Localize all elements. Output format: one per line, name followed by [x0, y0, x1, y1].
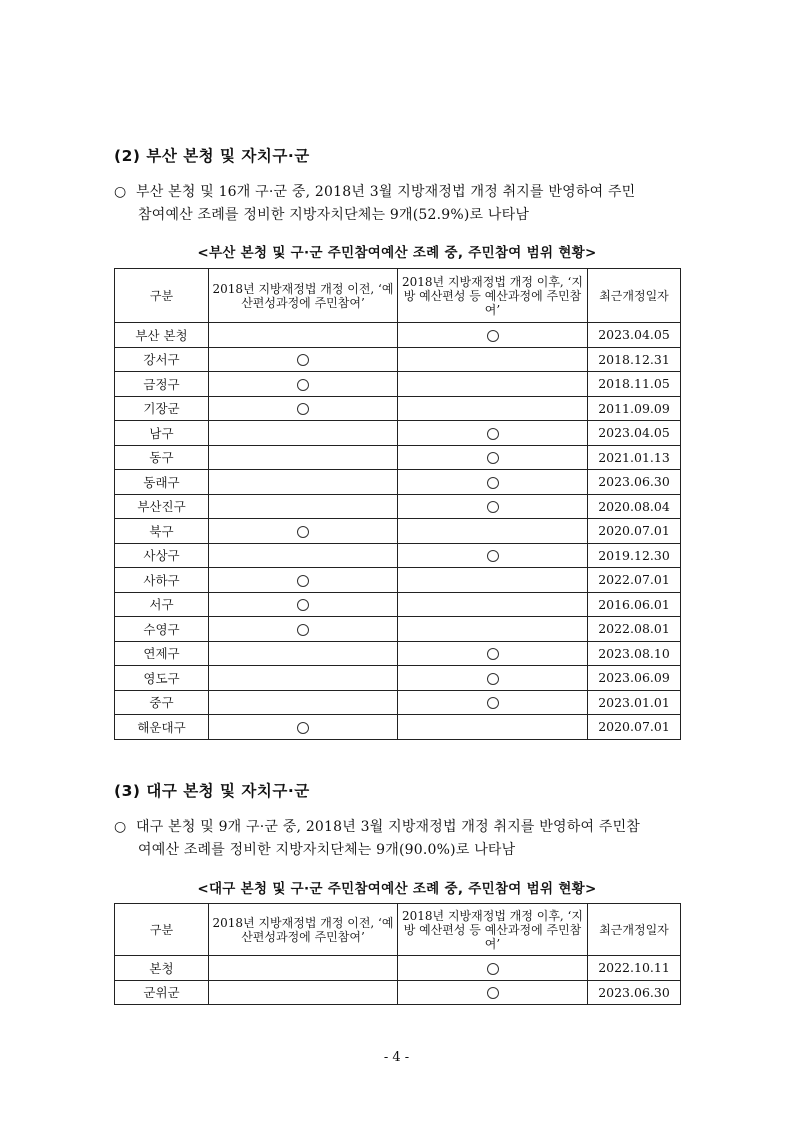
circle-mark-icon	[487, 330, 499, 342]
header-before-2018: 2018년 지방재정법 개정 이전, ‘예산편성과정에 주민참여’	[209, 904, 398, 956]
recent-revision-date-cell: 2023.06.09	[588, 666, 681, 691]
header-after-2018: 2018년 지방재정법 개정 이후, ‘지방 예산편성 등 예산과정에 주민참여’	[398, 269, 588, 323]
before-2018-cell	[209, 519, 398, 544]
section3-paragraph	[114, 816, 714, 862]
circle-mark-icon	[487, 428, 499, 440]
after-2018-cell	[398, 617, 588, 642]
circle-mark-icon	[297, 403, 309, 415]
recent-revision-date-cell: 2023.04.05	[588, 323, 681, 348]
circle-mark-icon	[487, 963, 499, 975]
row-name-cell: 부산 본청	[115, 323, 209, 348]
row-name-cell: 부산진구	[115, 494, 209, 519]
row-name-cell: 군위군	[115, 980, 209, 1005]
circle-mark-icon	[297, 575, 309, 587]
after-2018-cell	[398, 690, 588, 715]
table-row	[115, 494, 681, 519]
after-2018-cell	[398, 666, 588, 691]
recent-revision-date-cell: 2020.08.04	[588, 494, 681, 519]
circle-mark-icon	[487, 550, 499, 562]
header-category: 구분	[115, 904, 209, 956]
table-row	[115, 543, 681, 568]
after-2018-cell	[398, 347, 588, 372]
section2-table	[114, 268, 681, 740]
recent-revision-date-cell: 2019.12.30	[588, 543, 681, 568]
before-2018-cell	[209, 666, 398, 691]
recent-revision-date-cell: 2022.08.01	[588, 617, 681, 642]
after-2018-cell	[398, 421, 588, 446]
row-name-cell: 사상구	[115, 543, 209, 568]
section2-heading: (2) 부산 본청 및 자치구·군	[114, 147, 310, 165]
circle-mark-icon	[487, 673, 499, 685]
after-2018-cell	[398, 592, 588, 617]
row-name-cell: 사하구	[115, 568, 209, 593]
header-recent-revision-date: 최근개정일자	[588, 904, 681, 956]
circle-mark-icon	[297, 624, 309, 636]
before-2018-cell	[209, 494, 398, 519]
recent-revision-date-cell: 2018.11.05	[588, 372, 681, 397]
table-row	[115, 592, 681, 617]
after-2018-cell	[398, 715, 588, 740]
header-before-2018: 2018년 지방재정법 개정 이전, ‘예산편성과정에 주민참여’	[209, 269, 398, 323]
table-row	[115, 617, 681, 642]
before-2018-cell	[209, 617, 398, 642]
row-name-cell: 중구	[115, 690, 209, 715]
recent-revision-date-cell: 2023.06.30	[588, 470, 681, 495]
table-row	[115, 690, 681, 715]
circle-mark-icon	[487, 477, 499, 489]
before-2018-cell	[209, 470, 398, 495]
header-after-2018: 2018년 지방재정법 개정 이후, ‘지방 예산편성 등 예산과정에 주민참여’	[398, 904, 588, 956]
row-name-cell: 해운대구	[115, 715, 209, 740]
section3-heading: (3) 대구 본청 및 자치구·군	[114, 782, 310, 800]
recent-revision-date-cell: 2023.04.05	[588, 421, 681, 446]
table-row	[115, 372, 681, 397]
recent-revision-date-cell: 2020.07.01	[588, 519, 681, 544]
row-name-cell: 서구	[115, 592, 209, 617]
after-2018-cell	[398, 568, 588, 593]
header-category: 구분	[115, 269, 209, 323]
row-name-cell: 남구	[115, 421, 209, 446]
row-name-cell: 북구	[115, 519, 209, 544]
circle-mark-icon	[297, 526, 309, 538]
before-2018-cell	[209, 372, 398, 397]
table-row	[115, 470, 681, 495]
circle-mark-icon	[487, 452, 499, 464]
after-2018-cell	[398, 323, 588, 348]
row-name-cell: 강서구	[115, 347, 209, 372]
row-name-cell: 금정구	[115, 372, 209, 397]
circle-mark-icon	[487, 987, 499, 999]
before-2018-cell	[209, 980, 398, 1005]
recent-revision-date-cell: 2023.06.30	[588, 980, 681, 1005]
after-2018-cell	[398, 372, 588, 397]
before-2018-cell	[209, 956, 398, 981]
row-name-cell: 영도구	[115, 666, 209, 691]
section3-table-header-row	[115, 904, 681, 956]
after-2018-cell	[398, 396, 588, 421]
table-row	[115, 666, 681, 691]
table-row	[115, 956, 681, 981]
after-2018-cell	[398, 445, 588, 470]
recent-revision-date-cell: 2018.12.31	[588, 347, 681, 372]
table-row	[115, 980, 681, 1005]
after-2018-cell	[398, 641, 588, 666]
section3-paragraph-line2: 여예산 조례를 정비한 지방자치단체는 9개(90.0%)로 나타남	[138, 842, 516, 858]
bullet-circle-icon: ○	[114, 819, 127, 835]
table-row	[115, 421, 681, 446]
after-2018-cell	[398, 494, 588, 519]
before-2018-cell	[209, 323, 398, 348]
circle-mark-icon	[297, 354, 309, 366]
recent-revision-date-cell: 2016.06.01	[588, 592, 681, 617]
section2-paragraph-line1: 부산 본청 및 16개 구·군 중, 2018년 3월 지방재정법 개정 취지를 반영하여 주민	[136, 184, 636, 200]
circle-mark-icon	[487, 648, 499, 660]
before-2018-cell	[209, 641, 398, 666]
recent-revision-date-cell: 2022.10.11	[588, 956, 681, 981]
before-2018-cell	[209, 543, 398, 568]
before-2018-cell	[209, 715, 398, 740]
section2-paragraph	[114, 181, 714, 227]
table-row	[115, 641, 681, 666]
row-name-cell: 연제구	[115, 641, 209, 666]
before-2018-cell	[209, 421, 398, 446]
table-row	[115, 445, 681, 470]
row-name-cell: 본청	[115, 956, 209, 981]
section3-table	[114, 903, 681, 1005]
before-2018-cell	[209, 568, 398, 593]
before-2018-cell	[209, 690, 398, 715]
table-row	[115, 568, 681, 593]
table-row	[115, 715, 681, 740]
section2-paragraph-line2: 참여예산 조례를 정비한 지방자치단체는 9개(52.9%)로 나타남	[138, 207, 530, 223]
table-row	[115, 323, 681, 348]
bullet-circle-icon: ○	[114, 184, 127, 200]
row-name-cell: 기장군	[115, 396, 209, 421]
page-number: - 4 -	[383, 1050, 410, 1065]
section2-table-header-row	[115, 269, 681, 323]
recent-revision-date-cell: 2022.07.01	[588, 568, 681, 593]
circle-mark-icon	[297, 599, 309, 611]
after-2018-cell	[398, 956, 588, 981]
recent-revision-date-cell: 2023.01.01	[588, 690, 681, 715]
circle-mark-icon	[297, 722, 309, 734]
header-recent-revision-date: 최근개정일자	[588, 269, 681, 323]
after-2018-cell	[398, 980, 588, 1005]
before-2018-cell	[209, 396, 398, 421]
table-row	[115, 347, 681, 372]
after-2018-cell	[398, 470, 588, 495]
row-name-cell: 수영구	[115, 617, 209, 642]
before-2018-cell	[209, 347, 398, 372]
row-name-cell: 동래구	[115, 470, 209, 495]
section2-table-body	[115, 323, 681, 740]
recent-revision-date-cell: 2023.08.10	[588, 641, 681, 666]
section2-table-caption: <부산 본청 및 구·군 주민참여예산 조례 중, 주민참여 범위 현황>	[197, 245, 597, 261]
before-2018-cell	[209, 445, 398, 470]
section3-table-body	[115, 956, 681, 1005]
circle-mark-icon	[487, 501, 499, 513]
recent-revision-date-cell: 2020.07.01	[588, 715, 681, 740]
recent-revision-date-cell: 2011.09.09	[588, 396, 681, 421]
before-2018-cell	[209, 592, 398, 617]
after-2018-cell	[398, 543, 588, 568]
table-row	[115, 519, 681, 544]
section3-table-caption: <대구 본청 및 구·군 주민참여예산 조례 중, 주민참여 범위 현황>	[197, 881, 597, 897]
circle-mark-icon	[297, 379, 309, 391]
row-name-cell: 동구	[115, 445, 209, 470]
recent-revision-date-cell: 2021.01.13	[588, 445, 681, 470]
section3-paragraph-line1: 대구 본청 및 9개 구·군 중, 2018년 3월 지방재정법 개정 취지를 반영하여 주민참	[136, 819, 641, 835]
table-row	[115, 396, 681, 421]
after-2018-cell	[398, 519, 588, 544]
circle-mark-icon	[487, 697, 499, 709]
